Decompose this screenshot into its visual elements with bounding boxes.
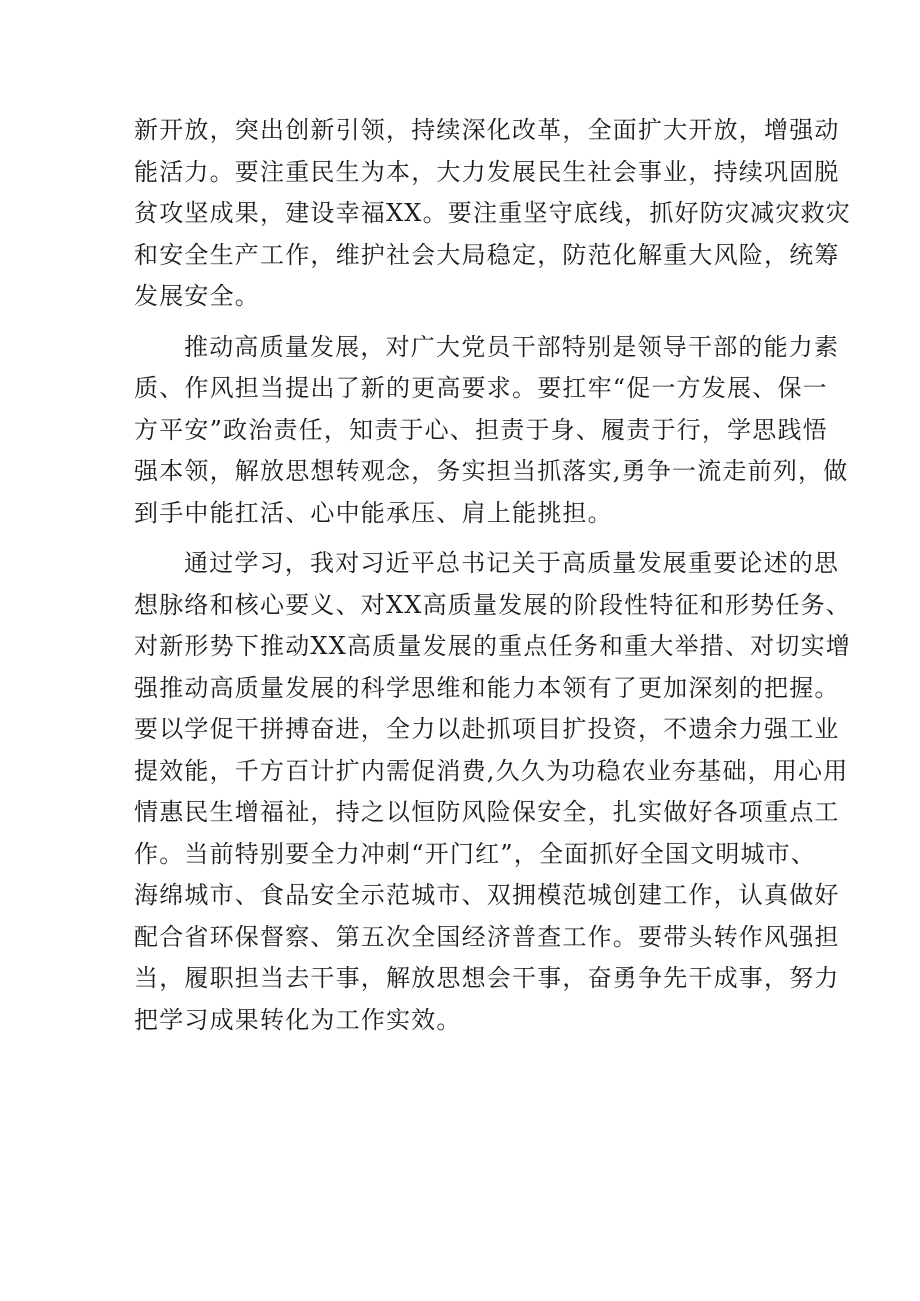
text-line: 想脉络和核心要义、对XX高质量发展的阶段性特征和形势任务、 — [134, 590, 851, 619]
text-line: 提效能，千方百计扩内需促消费,久久为功稳农业夯基础，用心用 — [134, 756, 849, 785]
text-line: 把学习成果转化为工作实效。 — [134, 1005, 462, 1034]
text-line: 当，履职担当去干事，解放思想会干事，奋勇争先干成事，努力 — [134, 964, 840, 992]
text-line: 强本领，解放思想转观念，务实担当抓落实,勇争一流走前列，做 — [134, 457, 849, 485]
paragraph-1 — [134, 110, 851, 318]
text-line: 发展安全。 — [134, 282, 260, 310]
text-line: 情惠民生增福祉，持之以恒防风险保安全，扎实做好各项重点工 — [134, 798, 840, 826]
text-line: 要以学促干拼搏奋进，全力以赴抓项目扩投资，不遗余力强工业 — [134, 715, 840, 743]
text-line: 海绵城市、食品安全示范城市、双拥模范城创建工作，认真做好 — [134, 881, 840, 909]
text-line: 作。当前特别要全力冲刺“开门红”，全面抓好全国文明城市、 — [134, 839, 817, 868]
text-line: 推动高质量发展，对广大党员干部特别是领导干部的能力素 — [184, 332, 840, 361]
text-line: 到手中能扛活、心中能承压、肩上能挑担。 — [134, 498, 613, 527]
paragraph-3 — [134, 543, 851, 1041]
paragraph-2 — [134, 327, 849, 535]
text-line: 质、作风担当提出了新的更高要求。要扛牢“促一方发展、保一 — [134, 374, 828, 402]
document-body — [134, 110, 851, 1041]
text-line: 配合省环保督察、第五次全国经济普查工作。要带头转作风强担 — [134, 922, 840, 951]
text-line: 贫攻坚成果，建设幸福XX。要注重坚守底线，抓好防灾减灾救灾 — [134, 199, 851, 227]
text-line: 对新形势下推动XX高质量发展的重点任务和重大举措、对切实增 — [134, 632, 851, 660]
text-line: 新开放，突出创新引领，持续深化改革，全面扩大开放，增强动 — [134, 116, 840, 144]
text-line: 强推动高质量发展的科学思维和能力本领有了更加深刻的把握。 — [134, 673, 840, 702]
text-line: 方平安”政治责任，知责于心、担责于身、履责于行，学思践悟 — [134, 415, 828, 444]
text-line: 通过学习，我对习近平总书记关于高质量发展重要论述的思 — [184, 549, 840, 577]
text-line: 和安全生产工作，维护社会大局稳定，防范化解重大风险，统筹 — [134, 240, 840, 269]
text-line: 能活力。要注重民生为本，大力发展民生社会事业，持续巩固脱 — [134, 157, 840, 186]
